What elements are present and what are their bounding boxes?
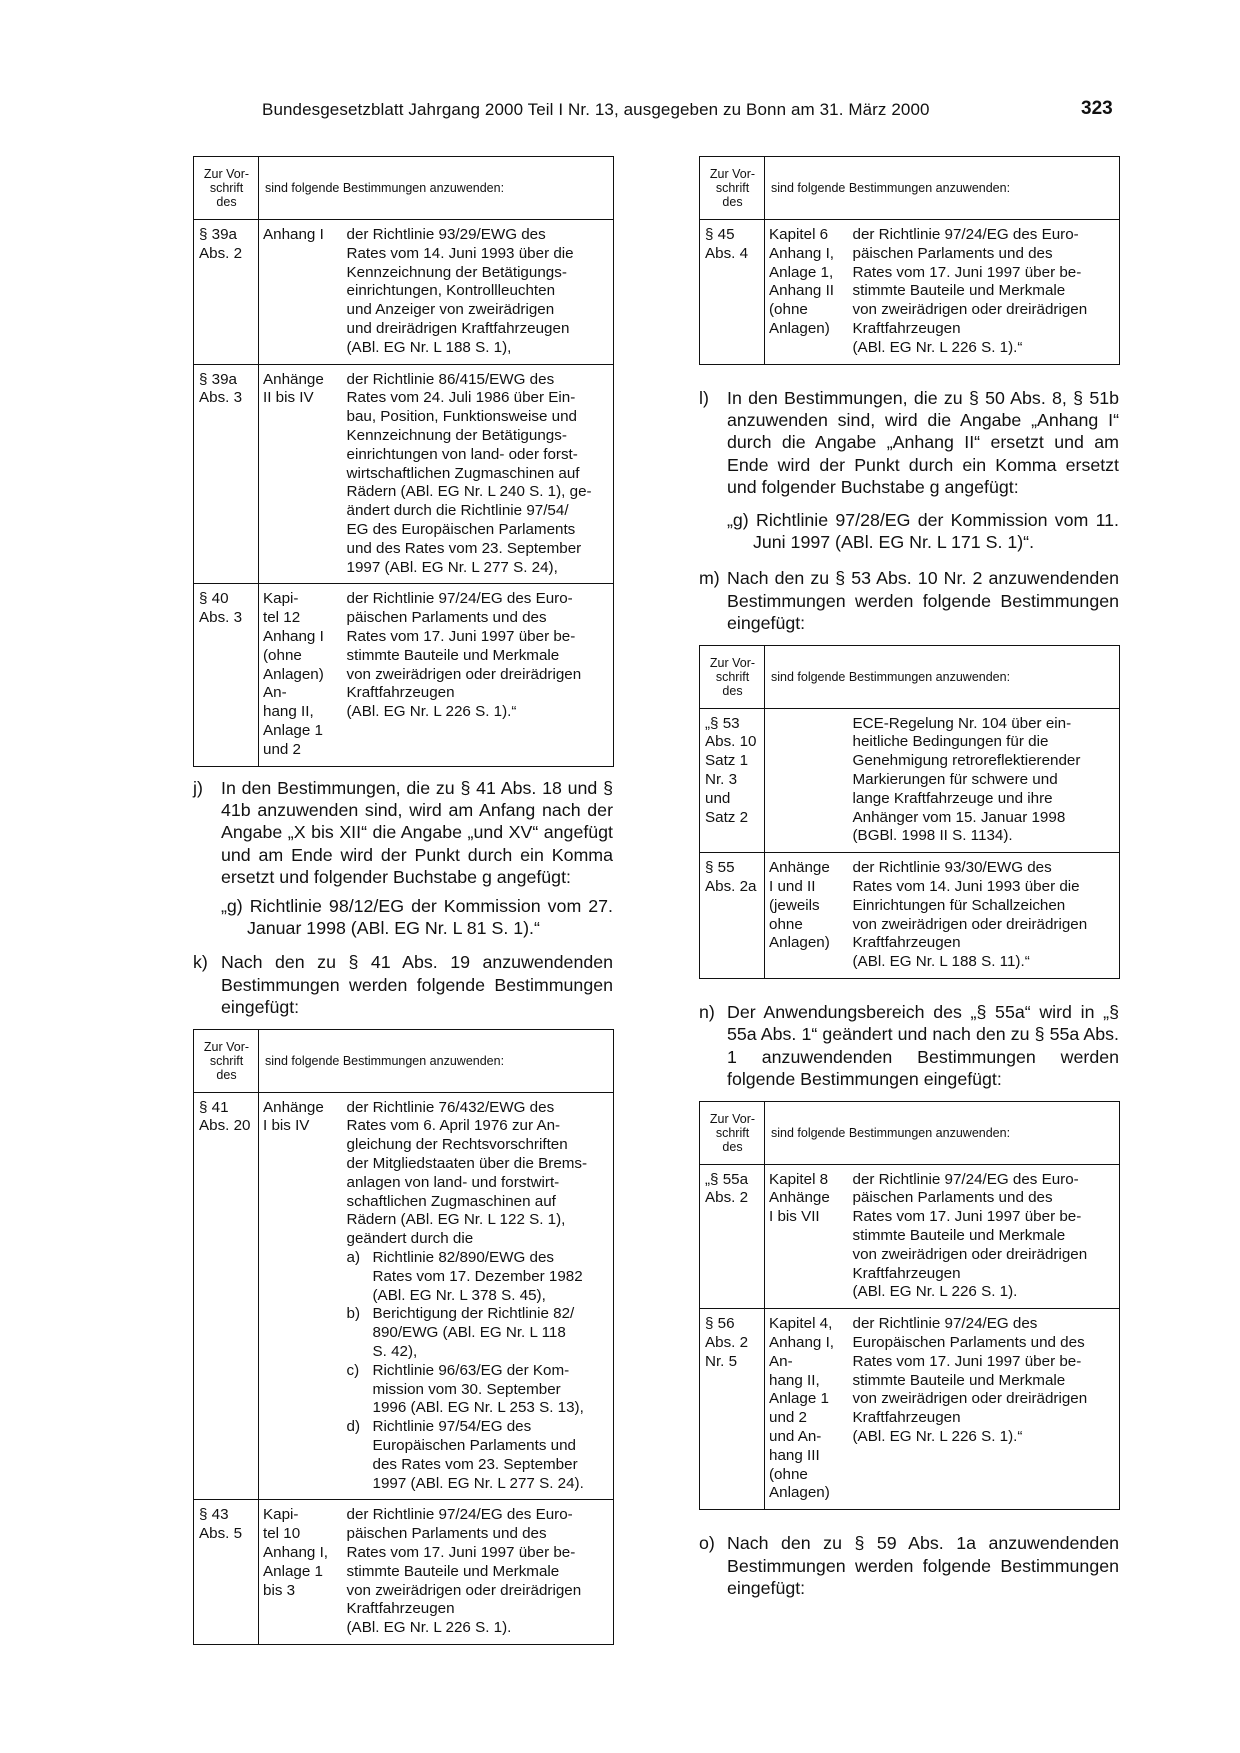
item-text: Nach den zu § 53 Abs. 10 Nr. 2 anzuwendenden Bestimmungen werden folgende Bestimmungen eingefügt:	[727, 568, 1119, 634]
table-row	[700, 853, 1120, 979]
item-label: n)	[699, 1002, 715, 1022]
item-text: Nach den zu § 41 Abs. 19 anzuwendenden Bestimmungen werden folgende Bestimmungen eingefügt:	[221, 952, 613, 1018]
item-m	[699, 567, 1119, 634]
table-row	[194, 220, 614, 365]
regulation-table-4	[699, 645, 1120, 979]
header-col-rules: sind folgende Bestimmungen anzuwenden:	[259, 1029, 614, 1092]
table-row	[700, 220, 1120, 365]
item-j	[193, 777, 613, 889]
cell-provision: § 39a Abs. 2	[194, 220, 259, 365]
cell-directive: der Richtlinie 97/24/EG des Euro- päischen Parlaments und des Rates vom 17. Juni 1997 über be- stimmte Bauteile und Merkmale von zweirädrigen oder dreirädrigen Kraftfahrzeugen (ABl. EG Nr. L 226 S. 1).“	[849, 220, 1120, 365]
header-col-rules: sind folgende Bestimmungen anzuwenden:	[765, 645, 1120, 708]
item-label: m)	[699, 568, 720, 589]
cell-annex: Anhang I	[259, 220, 343, 365]
cell-provision: § 41 Abs. 20	[194, 1092, 259, 1500]
cell-provision: § 43 Abs. 5	[194, 1500, 259, 1645]
cell-annex: Anhänge II bis IV	[259, 364, 343, 584]
cell-provision: § 45 Abs. 4	[700, 220, 765, 365]
amendment-a	[347, 1249, 610, 1305]
amendment-c	[347, 1362, 610, 1418]
regulation-table-2	[193, 1029, 614, 1645]
cell-provision: § 55 Abs. 2a	[700, 853, 765, 979]
cell-directive: der Richtlinie 97/24/EG des Euro- päischen Parlaments und des Rates vom 17. Juni 1997 über be- stimmte Bauteile und Merkmale von zweirädrigen oder dreirädrigen Kraftfahrzeugen (ABl. EG Nr. L 226 S. 1).	[343, 1500, 614, 1645]
table-header	[700, 157, 1120, 220]
right-column	[699, 156, 1119, 1599]
item-text: Der Anwendungsbereich des „§ 55a“ wird in „§ 55a Abs. 1“ geändert und nach den zu § 55a Abs. 1 anzuwendenden Bestimmungen werden folgende Bestimmungen eingefügt:	[727, 1002, 1119, 1090]
cell-annex	[765, 708, 849, 853]
cell-provision: § 40 Abs. 3	[194, 584, 259, 766]
cell-provision: § 56 Abs. 2 Nr. 5	[700, 1309, 765, 1510]
cell-annex: Kapi- tel 10 Anhang I, Anlage 1 bis 3	[259, 1500, 343, 1645]
header-col-provision: Zur Vor- schrift des	[700, 1101, 765, 1164]
cell-provision: „§ 53 Abs. 10 Satz 1 Nr. 3 und Satz 2	[700, 708, 765, 853]
cell-directive: der Richtlinie 93/30/EWG des Rates vom 14. Juni 1993 über die Einrichtungen für Schallzeichen von zweirädrigen oder dreirädrigen Kraftfahrzeugen (ABl. EG Nr. L 188 S. 11).“	[849, 853, 1120, 979]
cell-annex: Kapitel 6 Anhang I, Anlage 1, Anhang II (ohne Anlagen)	[765, 220, 849, 365]
cell-annex: Kapitel 4, Anhang I, An- hang II, Anlage 1 und 2 und An- hang III (ohne Anlagen)	[765, 1309, 849, 1510]
table-header	[700, 1101, 1120, 1164]
header-col-rules: sind folgende Bestimmungen anzuwenden:	[259, 157, 614, 220]
cell-annex: Kapi- tel 12 Anhang I (ohne Anlagen) An- hang II, Anlage 1 und 2	[259, 584, 343, 766]
item-o	[699, 1532, 1119, 1599]
cell-directive: ECE-Regelung Nr. 104 über ein- heitliche Bedingungen für die Genehmigung retroreflektierender Markierungen für schwere und lange Kraftfahrzeuge und ihre Anhänger vom 15. Januar 1998 (BGBl. 1998 II S. 1134).	[849, 708, 1120, 853]
directive-text: der Richtlinie 76/432/EWG des Rates vom 6. April 1976 zur An- gleichung der Rechtsvorschriften der Mitgliedstaaten über die Brems- anlagen von land- und forstwirt- schaftlichen Zugmaschinen auf Rädern (ABl. EG Nr. L 122 S. 1), geändert durch die	[346, 1098, 588, 1248]
table-row	[194, 1500, 614, 1645]
item-label: k)	[193, 952, 208, 973]
item-k	[193, 951, 613, 1018]
item-label: l)	[699, 387, 709, 408]
item-l	[699, 387, 1119, 499]
cell-directive: der Richtlinie 97/24/EG des Europäischen Parlaments und des Rates vom 17. Juni 1997 über be- stimmte Bauteile und Merkmale von zweirädrigen oder dreirädrigen Kraftfahrzeugen (ABl. EG Nr. L 226 S. 1).“	[849, 1309, 1120, 1510]
amendment-text: Richtlinie 82/890/EWG des Rates vom 17. Dezember 1982 (ABl. EG Nr. L 378 S. 45),	[372, 1248, 583, 1304]
cell-directive: der Richtlinie 97/24/EG des Euro- päischen Parlaments und des Rates vom 17. Juni 1997 über be- stimmte Bauteile und Merkmale von zweirädrigen oder dreirädrigen Kraftfahrzeugen (ABl. EG Nr. L 226 S. 1).“	[343, 584, 614, 766]
amendment-text: Richtlinie 96/63/EG der Kom- mission vom 30. September 1996 (ABl. EG Nr. L 253 S. 13),	[372, 1361, 584, 1417]
table-row	[700, 1309, 1120, 1510]
cell-provision: „§ 55a Abs. 2	[700, 1164, 765, 1309]
regulation-table-1	[193, 156, 614, 767]
amendment-label: d)	[346, 1418, 361, 1436]
cell-annex: Kapitel 8 Anhänge I bis VII	[765, 1164, 849, 1309]
cell-provision: § 39a Abs. 3	[194, 364, 259, 584]
header-col-provision: Zur Vor- schrift des	[700, 645, 765, 708]
cell-directive: der Richtlinie 97/24/EG des Euro- päischen Parlaments und des Rates vom 17. Juni 1997 über be- stimmte Bauteile und Merkmale von zweirädrigen oder dreirädrigen Kraftfahrzeugen (ABl. EG Nr. L 226 S. 1).	[849, 1164, 1120, 1309]
table-row	[700, 1164, 1120, 1309]
amendment-label: a)	[346, 1248, 361, 1266]
cell-annex: Anhänge I bis IV	[259, 1092, 343, 1500]
regulation-table-5	[699, 1101, 1120, 1511]
page-number: 323	[1081, 98, 1113, 119]
header-col-provision: Zur Vor- schrift des	[700, 157, 765, 220]
left-column	[193, 156, 613, 1645]
item-text: Nach den zu § 59 Abs. 1a anzuwendenden Bestimmungen werden folgende Bestimmungen eingefügt:	[727, 1533, 1119, 1598]
item-label: o)	[699, 1533, 715, 1554]
cell-directive	[343, 1092, 614, 1500]
amendment-label: c)	[346, 1361, 360, 1379]
table-header	[194, 1029, 614, 1092]
running-title: Bundesgesetzblatt Jahrgang 2000 Teil I Nr. 13, ausgegeben zu Bonn am 31. März 2000	[262, 100, 930, 119]
table-row	[700, 708, 1120, 853]
header-col-provision: Zur Vor- schrift des	[194, 157, 259, 220]
header-col-rules: sind folgende Bestimmungen anzuwenden:	[765, 1101, 1120, 1164]
quote-j: „g) Richtlinie 98/12/EG der Kommission vom 27. Januar 1998 (ABl. EG Nr. L 81 S. 1).“	[221, 895, 613, 938]
regulation-table-3	[699, 156, 1120, 365]
cell-directive: der Richtlinie 86/415/EWG des Rates vom 24. Juli 1986 über Ein- bau, Position, Funktionsweise und Kennzeichnung der Betätigungs- einrichtungen von land- oder forst- wirtschaftlichen Zugmaschinen auf Rädern (ABl. EG Nr. L 240 S. 1), ge- ändert durch die Richtlinie 97/54/ EG des Europäischen Parlaments und des Rates vom 23. September 1997 (ABl. EG Nr. L 277 S. 24),	[343, 364, 614, 584]
item-text: In den Bestimmungen, die zu § 50 Abs. 8, § 51b anzuwenden sind, wird die Angabe „Anhang I“ durch die Angabe „Anhang II“ ersetzt und am Ende wird der Punkt durch ein Komma ersetzt und folgender Buchstabe g angefügt:	[727, 387, 1119, 498]
item-n	[699, 1001, 1119, 1091]
item-label: j)	[193, 777, 203, 798]
table-row	[194, 1092, 614, 1500]
table-header	[194, 157, 614, 220]
quote-l: „g) Richtlinie 97/28/EG der Kommission vom 11. Juni 1997 (ABl. EG Nr. L 171 S. 1)“.	[727, 509, 1119, 553]
amendment-label: b)	[346, 1305, 361, 1323]
cell-annex: Anhänge I und II (jeweils ohne Anlagen)	[765, 853, 849, 979]
cell-directive: der Richtlinie 93/29/EWG des Rates vom 14. Juni 1993 über die Kennzeichnung der Betätigungs- einrichtungen, Kontrollleuchten und Anzeiger von zweirädrigen und dreirädrigen Kraftfahrzeugen (ABl. EG Nr. L 188 S. 1),	[343, 220, 614, 365]
amendment-b	[347, 1305, 610, 1361]
amendment-text: Richtlinie 97/54/EG des Europäischen Parlaments und des Rates vom 23. September 1997 (ABl. EG Nr. L 277 S. 24).	[372, 1418, 584, 1492]
header-col-rules: sind folgende Bestimmungen anzuwenden:	[765, 157, 1120, 220]
amendment-text: Berichtigung der Richtlinie 82/ 890/EWG (ABl. EG Nr. L 118 S. 42),	[372, 1305, 575, 1360]
amendment-d	[347, 1418, 610, 1493]
table-header	[700, 645, 1120, 708]
header-col-provision: Zur Vor- schrift des	[194, 1029, 259, 1092]
table-row	[194, 364, 614, 584]
item-text: In den Bestimmungen, die zu § 41 Abs. 18 und § 41b anzuwenden sind, wird am Anfang nach der Angabe „X bis XII“ die Angabe „und XV“ angefügt und am Ende wird der Punkt durch ein Komma ersetzt und folgender Buchstabe g angefügt:	[221, 777, 613, 888]
table-row	[194, 584, 614, 766]
